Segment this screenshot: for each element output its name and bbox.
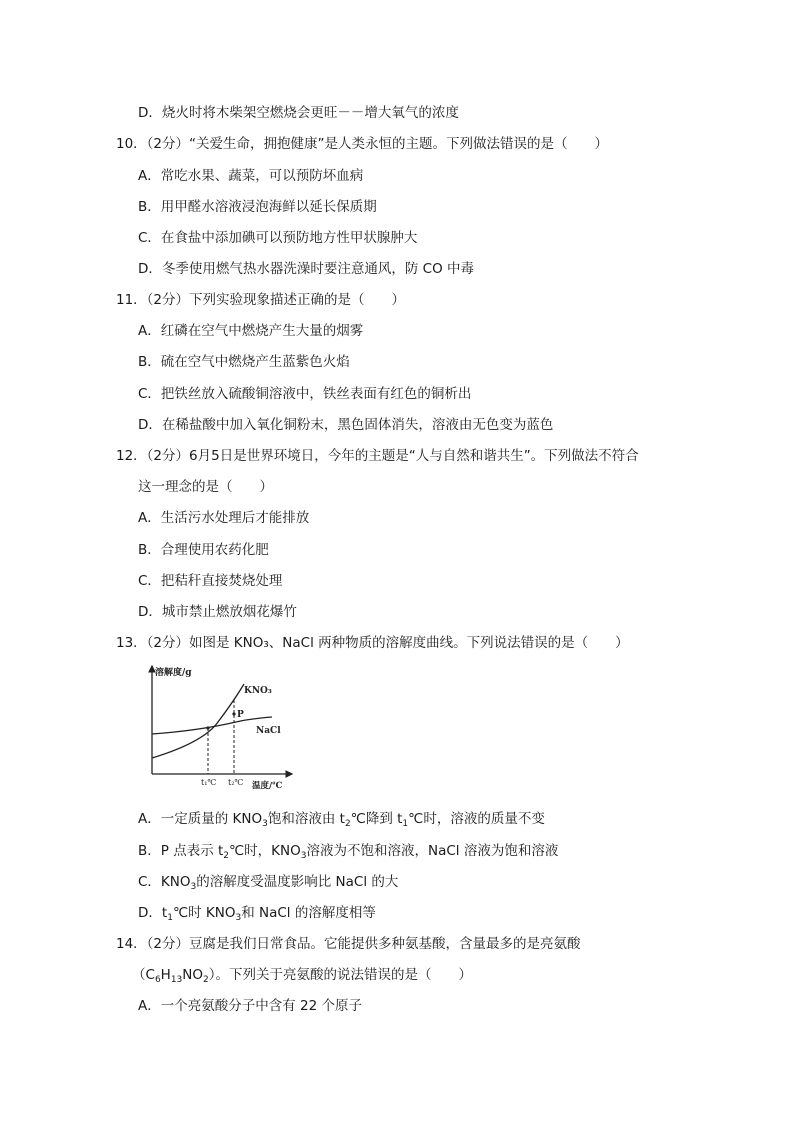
q12-stem-line1: 12．（2分）6月5日是世界环境日，今年的主题是“人与自然和谐共生”。下列做法不符合 xyxy=(116,448,639,464)
nacl-series-label: NaCl xyxy=(256,726,281,736)
q10-stem: 10．（2分）“关爱生命，拥抱健康”是人类永恒的主题。下列做法错误的是（ ） xyxy=(116,136,609,152)
solubility-curve-chart xyxy=(140,662,300,790)
q11-option-c: C．把铁丝放入硫酸铜溶液中，铁丝表面有红色的铜析出 xyxy=(138,386,472,402)
q14-stem-line1: 14．（2分）豆腐是我们日常食品。它能提供多种氨基酸，含量最多的是亮氨酸 xyxy=(116,936,581,952)
q11-option-a: A．红磷在空气中燃烧产生大量的烟雾 xyxy=(138,323,364,339)
q13-option-b: B．P 点表示 $t_2℃$时，$KNO_3$溶液为不饱和溶液，NaCl 溶液为饱和溶液 xyxy=(138,843,559,861)
kno3-series-label: KNO₃ xyxy=(244,686,272,696)
q13-option-d: D．$t_1℃$时 $KNO_3$和 NaCl 的溶解度相等 xyxy=(138,905,376,923)
x-tick-t1: t₁℃ xyxy=(201,778,217,787)
q13-option-c: C．$KNO_3$的溶解度受温度影响比 NaCl 的大 xyxy=(138,874,399,892)
nacl-curve xyxy=(152,717,272,734)
q14-option-a: A．一个亮氨酸分子中含有 22 个原子 xyxy=(138,998,362,1014)
q12-option-b: B．合理使用农药化肥 xyxy=(138,542,269,558)
q10-option-d: D．冬季使用燃气热水器洗澡时要注意通风，防 CO 中毒 xyxy=(138,261,475,277)
q10-option-c: C．在食盐中添加碘可以预防地方性甲状腺肿大 xyxy=(138,230,418,246)
q13-stem: 13．（2分）如图是 KNO₃、NaCl 两种物质的溶解度曲线。下列说法错误的是（ ） xyxy=(116,635,629,651)
y-axis-label: 溶解度/g xyxy=(155,668,192,678)
kno3-curve xyxy=(152,684,244,758)
x-axis-label: 温度/℃ xyxy=(252,781,283,790)
q12-option-a: A．生活污水处理后才能排放 xyxy=(138,510,310,526)
q9-option-d: D．烧火时将木柴架空燃烧会更旺－－增大氧气的浓度 xyxy=(138,105,459,121)
x-tick-t2: t₂℃ xyxy=(228,778,244,787)
intersection-point xyxy=(206,726,209,729)
q10-option-b: B．用甲醛水溶液浸泡海鲜以延长保质期 xyxy=(138,199,377,215)
q11-stem: 11．（2分）下列实验现象描述正确的是（ ） xyxy=(116,292,406,308)
q12-option-c: C．把秸秆直接焚烧处理 xyxy=(138,573,283,589)
q12-option-d: D．城市禁止燃放烟花爆竹 xyxy=(138,604,297,620)
q11-option-b: B．硫在空气中燃烧产生蓝紫色火焰 xyxy=(138,354,350,370)
q14-stem-line2: $(C_6H_{13}NO_2)$。下列关于亮氨酸的说法错误的是（ ） xyxy=(132,967,472,985)
q11-option-d: D．在稀盐酸中加入氧化铜粉末，黑色固体消失，溶液由无色变为蓝色 xyxy=(138,417,554,433)
point-p-label: P xyxy=(237,710,244,720)
q13-option-a: A．一定质量的 $KNO_3$饱和溶液由 $t_2℃$降到 $t_1℃$时，溶液的质量不变 xyxy=(138,811,545,829)
point-p xyxy=(232,712,235,715)
q10-option-a: A．常吃水果、蔬菜，可以预防坏血病 xyxy=(138,168,364,184)
q12-stem-line2: 这一理念的是（ ） xyxy=(138,479,273,495)
